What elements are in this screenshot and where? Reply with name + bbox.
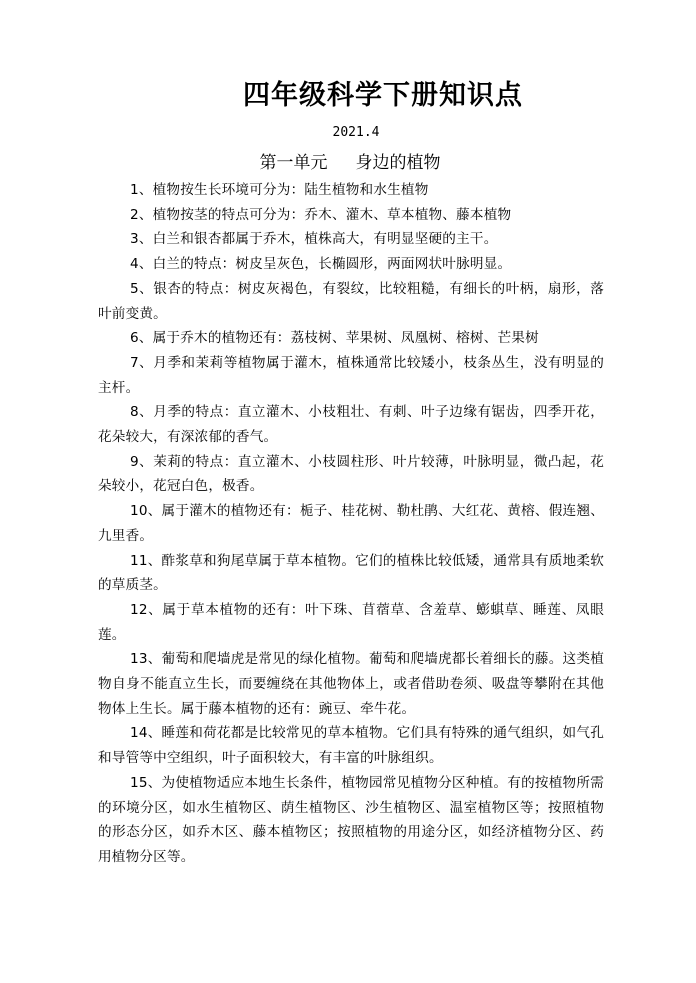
knowledge-item: 5、银杏的特点：树皮灰褐色，有裂纹，比较粗糙，有细长的叶柄，扇形，落叶前变黄。 xyxy=(98,280,604,322)
knowledge-item: 13、葡萄和爬墙虎是常见的绿化植物。葡萄和爬墙虎都长着细长的藤。这类植物自身不能直立生长，而要缠绕在其他物体上，或者借助卷须、吸盘等攀附在其他物体上生长。属于藤本植物的还有：豌豆、牵牛花。 xyxy=(98,651,604,717)
document-title: 四年级科学下册知识点 xyxy=(243,80,523,111)
unit-heading xyxy=(0,151,696,175)
unit-name: 身边的植物 xyxy=(355,153,441,173)
knowledge-item: 15、为使植物适应本地生长条件，植物园常见植物分区种植。有的按植物所需的环境分区，如水生植物区、荫生植物区、沙生植物区、温室植物区等；按照植物的形态分区，如乔木区、藤本植物区；按照植物的用途分区，如经济植物分区、药用植物分区等。 xyxy=(98,774,604,865)
knowledge-item: 3、白兰和银杏都属于乔木，植株高大，有明显坚硬的主干。 xyxy=(130,231,498,248)
knowledge-item: 10、属于灌木的植物还有：栀子、桂花树、勒杜鹃、大红花、黄榕、假连翘、九里香。 xyxy=(98,503,604,544)
knowledge-item: 1、植物按生长环境可分为：陆生植物和水生植物 xyxy=(130,182,429,198)
knowledge-item: 6、属于乔木的植物还有：荔枝树、苹果树、凤凰树、榕树、芒果树 xyxy=(130,330,539,347)
knowledge-item: 2、植物按茎的特点可分为：乔木、灌木、草本植物、藤本植物 xyxy=(130,206,512,223)
knowledge-list xyxy=(98,178,604,870)
document-date: 2021.4 xyxy=(332,125,380,140)
unit-label: 第一单元 xyxy=(259,153,328,173)
knowledge-item: 12、属于草本植物的还有：叶下珠、苜蓿草、含羞草、蟛蜞草、睡莲、凤眼莲。 xyxy=(98,601,604,643)
knowledge-item: 14、睡莲和荷花都是比较常见的草本植物。它们具有特殊的通气组织，如气孔和导管等中空组织，叶子面积较大，有丰富的叶脉组织。 xyxy=(98,725,604,767)
knowledge-item: 11、酢浆草和狗尾草属于草本植物。它们的植株比较低矮，通常具有质地柔软的草质茎。 xyxy=(98,552,604,594)
knowledge-item: 9、茉莉的特点：直立灌木、小枝圆柱形、叶片较薄，叶脉明显，微凸起，花朵较小，花冠白色，极香。 xyxy=(98,453,604,495)
knowledge-item: 4、白兰的特点：树皮呈灰色，长椭圆形，两面网状叶脉明显。 xyxy=(130,256,512,273)
knowledge-item: 8、月季的特点：直立灌木、小枝粗壮、有刺、叶子边缘有锯齿，四季开花，花朵较大，有深浓郁的香气。 xyxy=(98,404,604,446)
knowledge-item: 7、月季和茉莉等植物属于灌木，植株通常比较矮小，枝条丛生，没有明显的主杆。 xyxy=(98,354,604,396)
